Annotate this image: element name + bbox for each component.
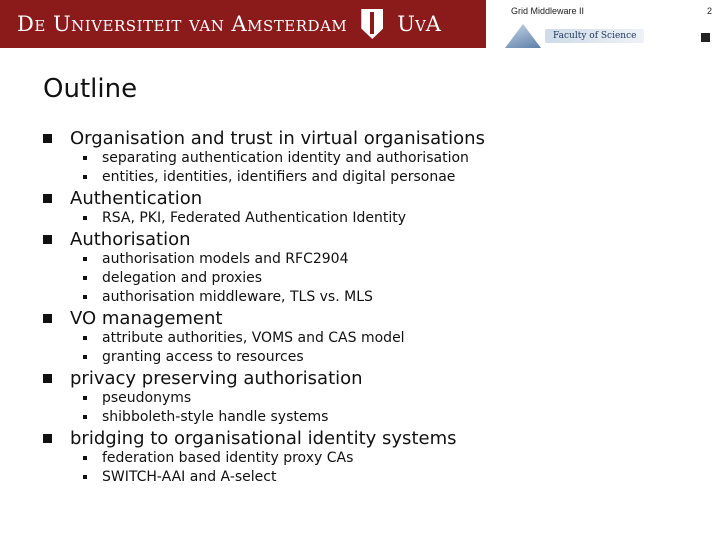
small-bullet-icon bbox=[83, 295, 87, 299]
outline-item bbox=[40, 128, 700, 186]
square-bullet-icon bbox=[43, 314, 52, 323]
sub-item-label: delegation and proxies bbox=[102, 269, 263, 286]
small-bullet-icon bbox=[83, 355, 87, 359]
faculty-logo bbox=[505, 24, 644, 48]
square-bullet-icon bbox=[43, 374, 52, 383]
sub-item-label: entities, identities, identifiers and digital personae bbox=[102, 168, 456, 185]
small-bullet-icon bbox=[83, 175, 87, 179]
outline-item-label: Organisation and trust in virtual organisations bbox=[70, 127, 485, 149]
outline-item-label: VO management bbox=[70, 307, 223, 329]
outline-item-label: privacy preserving authorisation bbox=[70, 367, 363, 389]
square-bullet-icon bbox=[43, 235, 52, 244]
outline-list bbox=[40, 128, 700, 486]
square-bullet-icon bbox=[43, 434, 52, 443]
small-bullet-icon bbox=[83, 396, 87, 400]
small-bullet-icon bbox=[83, 216, 87, 220]
outline-item-label: Authentication bbox=[70, 187, 203, 209]
small-bullet-icon bbox=[83, 456, 87, 460]
university-short-name: UvA bbox=[397, 12, 441, 36]
page-number: 2 bbox=[706, 6, 712, 16]
sub-item-label: RSA, PKI, Federated Authentication Identity bbox=[102, 209, 407, 226]
outline-item bbox=[40, 428, 700, 486]
slide-nav-icon[interactable] bbox=[701, 33, 710, 42]
slide-title: Outline bbox=[43, 74, 138, 104]
small-bullet-icon bbox=[83, 415, 87, 419]
sub-item-label: federation based identity proxy CAs bbox=[102, 449, 354, 466]
small-bullet-icon bbox=[83, 475, 87, 479]
small-bullet-icon bbox=[83, 156, 87, 160]
university-name: De Universiteit van Amsterdam bbox=[17, 12, 348, 36]
pyramid-icon bbox=[505, 24, 541, 48]
outline-item-label: bridging to organisational identity systems bbox=[70, 427, 457, 449]
sub-item-label: granting access to resources bbox=[102, 348, 304, 365]
outline-item bbox=[40, 188, 700, 227]
running-title: Grid Middleware II bbox=[511, 6, 585, 16]
sub-item-label: shibboleth-style handle systems bbox=[102, 408, 329, 425]
sub-item-label: authorisation models and RFC2904 bbox=[102, 250, 349, 267]
outline-item bbox=[40, 368, 700, 426]
university-banner bbox=[0, 0, 486, 48]
crest-icon bbox=[361, 9, 383, 39]
small-bullet-icon bbox=[83, 336, 87, 340]
small-bullet-icon bbox=[83, 276, 87, 280]
sub-item-label: separating authentication identity and authorisation bbox=[102, 149, 469, 166]
square-bullet-icon bbox=[43, 134, 52, 143]
outline-item bbox=[40, 308, 700, 366]
faculty-label: Faculty of Science bbox=[545, 29, 644, 43]
sub-item-label: attribute authorities, VOMS and CAS model bbox=[102, 329, 405, 346]
square-bullet-icon bbox=[43, 194, 52, 203]
outline-item bbox=[40, 229, 700, 306]
sub-item-label: authorisation middleware, TLS vs. MLS bbox=[102, 288, 373, 305]
small-bullet-icon bbox=[83, 257, 87, 261]
sub-item-label: SWITCH-AAI and A-select bbox=[102, 468, 277, 485]
sub-item-label: pseudonyms bbox=[102, 389, 192, 406]
outline-item-label: Authorisation bbox=[70, 228, 191, 250]
